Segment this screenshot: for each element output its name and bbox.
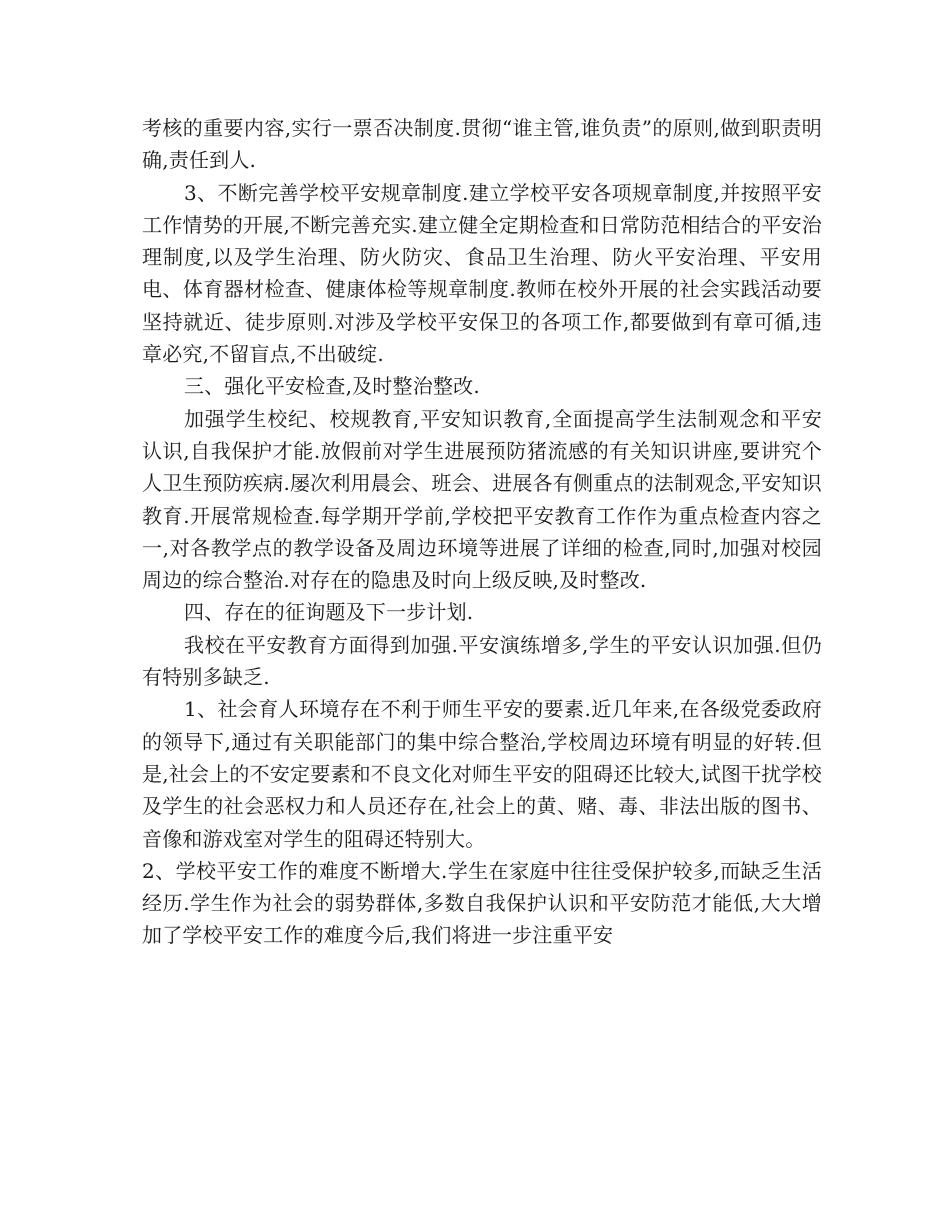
paragraph-item-1-environment: 1、社会育人环境存在不利于师生平安的要素.近几年来,在各级党委政府的领导下,通过有关职能部门的集中综合整治,学校周边环境有明显的好转.但是,社会上的不安定要素和不良文化对师生平安的阻碍还比较大,试图干扰学校及学生的社会恶权力和人员还存在,社会上的黄、赌、毒、非法出版的图书、音像和游戏室对学生的阻碍还特别大。 (142, 697, 822, 851)
document-body (142, 112, 822, 952)
paragraph-continuation: 考核的重要内容,实行一票否决制度.贯彻“谁主管,谁负责”的原则,做到职责明确,责任到人. (142, 116, 822, 173)
section-heading-4-problems: 四、存在的征询题及下一步计划. (184, 600, 474, 625)
paragraph-education-inspection: 加强学生校纪、校规教育,平安知识教育,全面提高学生法制观念和平安认识,自我保护才能.放假前对学生进展预防猪流感的有关知识讲座,要讲究个人卫生预防疾病.屡次利用晨会、班会、进展各有侧重点的法制观念,平安知识教育.开展常规检查.每学期开学前,学校把平安教育工作作为重点检查内容之一,对各教学点的教学设备及周边环境等进展了详细的检查,同时,加强对校园周边的综合整治.对存在的隐患及时向上级反映,及时整改. (142, 406, 822, 593)
section-heading-3-inspection: 三、强化平安检查,及时整治整改. (184, 374, 480, 399)
paragraph-item-3-regulations: 3、不断完善学校平安规章制度.建立学校平安各项规章制度,并按照平安工作情势的开展,不断完善充实.建立健全定期检查和日常防范相结合的平安治理制度,以及学生治理、防火防灾、食品卫生治理、防火平安治理、平安用电、体育器材检查、健康体检等规章制度.教师在校外开展的社会实践活动要坚持就近、徒步原则.对涉及学校平安保卫的各项工作,都要做到有章可循,违章必究,不留盲点,不出破绽. (142, 180, 822, 367)
paragraph-summary: 我校在平安教育方面得到加强.平安演练增多,学生的平安认识加强.但仍有特别多缺乏. (142, 632, 822, 690)
paragraph-item-2-difficulty: 2、学校平安工作的难度不断增大.学生在家庭中往往受保护较多,而缺乏生活经历.学生作为社会的弱势群体,多数自我保护认识和平安防范才能低,大大增加了学校平安工作的难度今后,我们将进一步注重平安 (142, 858, 822, 948)
